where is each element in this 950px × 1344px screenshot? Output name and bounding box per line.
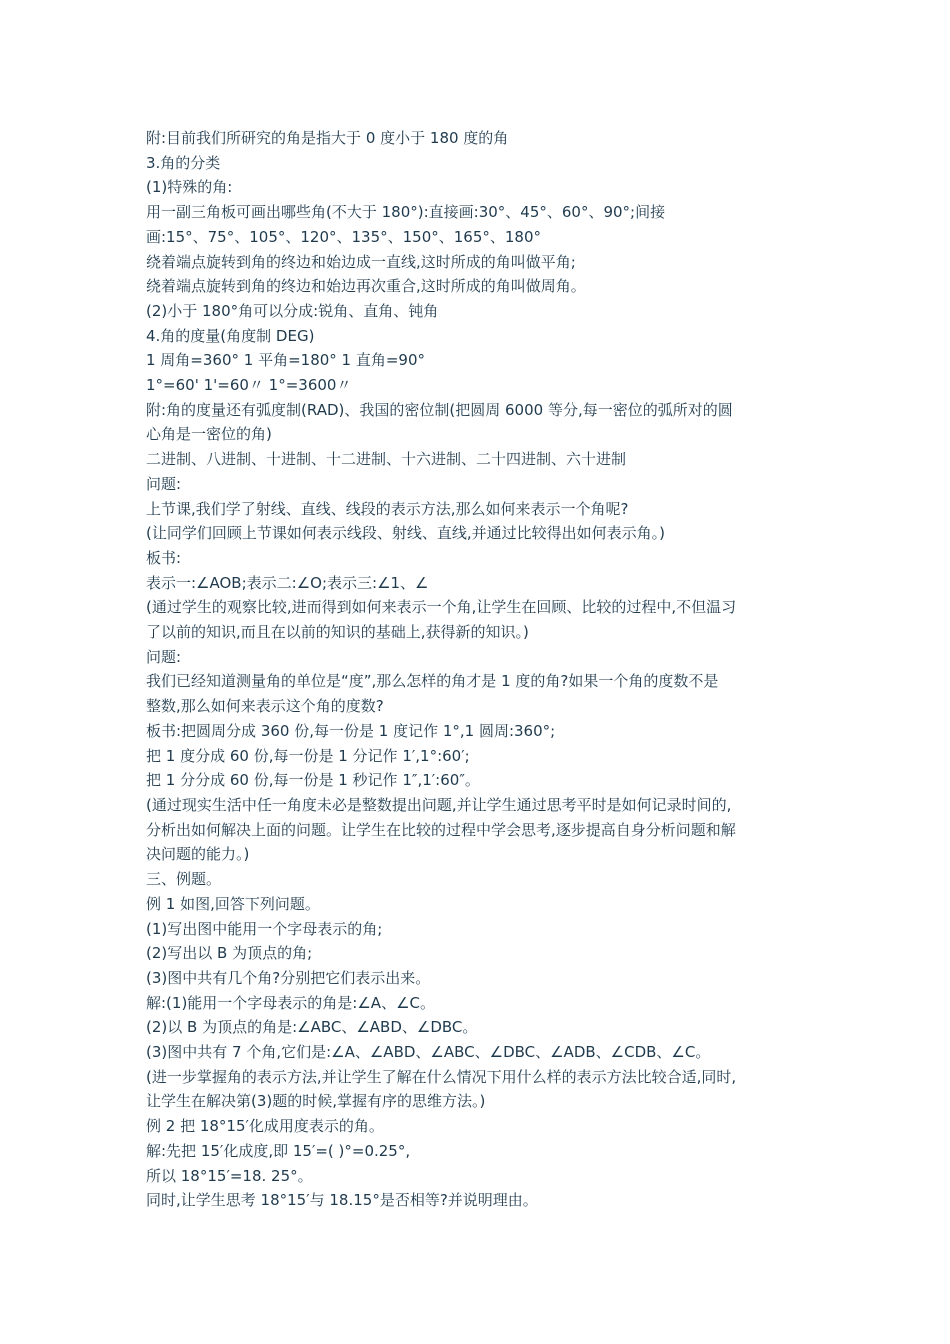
text-line: 二进制、八进制、十进制、十二进制、十六进制、二十四进制、六十进制 (146, 450, 627, 469)
section-heading: 三、例题。 (146, 870, 222, 889)
text-line: 所以 18°15′=18. 25°。 (146, 1166, 313, 1185)
text-line: 让学生在解决第(3)题的时候,掌握有序的思维方法。) (146, 1092, 486, 1111)
question-label: 问题: (146, 647, 182, 666)
text-line: (通过现实生活中任一角度未必是整数提出问题,并让学生通过思考平时是如何记录时间的, (146, 795, 732, 814)
text-line: 1 周角=360° 1 平角=180° 1 直角=90° (146, 351, 426, 370)
text-line: 画:15°、75°、105°、120°、135°、150°、165°、180° (146, 227, 542, 246)
text-line: (进一步掌握角的表示方法,并让学生了解在什么情况下用什么样的表示方法比较合适,同时, (146, 1067, 737, 1086)
example-heading: 例 1 如图,回答下列问题。 (146, 894, 320, 913)
text-line: 同时,让学生思考 18°15′与 18.15°是否相等?并说明理由。 (146, 1191, 538, 1210)
text-line: 心角是一密位的角) (146, 425, 272, 444)
text-line: 整数,那么如何来表示这个角的度数? (146, 697, 384, 716)
text-line: 绕着端点旋转到角的终边和始边再次重合,这时所成的角叫做周角。 (146, 277, 586, 296)
text-line: 把 1 度分成 60 份,每一份是 1 分记作 1′,1°:60′; (146, 746, 470, 765)
text-line: (3)图中共有几个角?分别把它们表示出来。 (146, 968, 431, 987)
text-line: 分析出如何解决上面的问题。让学生在比较的过程中学会思考,逐步提高自身分析问题和解 (146, 820, 736, 839)
text-line: (通过学生的观察比较,进而得到如何来表示一个角,让学生在回顾、比较的过程中,不但温习 (146, 598, 737, 617)
text-line: 表示一:∠AOB;表示二:∠O;表示三:∠1、∠ (146, 573, 429, 592)
text-line: 把 1 分分成 60 份,每一份是 1 秒记作 1″,1′:60″。 (146, 771, 480, 790)
text-line: (让同学们回顾上节课如何表示线段、射线、直线,并通过比较得出如何表示角。) (146, 524, 665, 543)
text-line: (1)写出图中能用一个字母表示的角; (146, 919, 383, 938)
text-line: 解:先把 15′化成度,即 15′=( )°=0.25°, (146, 1141, 411, 1160)
text-line: 了以前的知识,而且在以前的知识的基础上,获得新的知识。) (146, 623, 529, 642)
text-line: 用一副三角板可画出哪些角(不大于 180°):直接画:30°、45°、60°、90°;间接 (146, 203, 666, 222)
text-line: 附:目前我们所研究的角是指大于 0 度小于 180 度的角 (146, 129, 509, 147)
text-line: 绕着端点旋转到角的终边和始边成一直线,这时所成的角叫做平角; (146, 252, 576, 271)
text-line: 决问题的能力。) (146, 845, 250, 864)
question-label: 问题: (146, 474, 182, 493)
text-line: (2)写出以 B 为顶点的角; (146, 944, 313, 963)
text-line: 解:(1)能用一个字母表示的角是:∠A、∠C。 (146, 993, 435, 1012)
subsection-heading: (1)特殊的角: (146, 178, 233, 197)
example-heading: 例 2 把 18°15′化成用度表示的角。 (146, 1117, 384, 1136)
text-line: 我们已经知道测量角的单位是“度”,那么怎样的角才是 1 度的角?如果一个角的度数不是 (146, 672, 719, 691)
subsection-heading: (2)小于 180°角可以分成:锐角、直角、钝角 (146, 301, 439, 320)
section-heading: 3.角的分类 (146, 153, 221, 172)
text-line: (2)以 B 为顶点的角是:∠ABC、∠ABD、∠DBC。 (146, 1018, 478, 1037)
text-line: (3)图中共有 7 个角,它们是:∠A、∠ABD、∠ABC、∠DBC、∠ADB、∠CDB、∠C。 (146, 1043, 711, 1062)
document-body (146, 126, 816, 1213)
text-line: 上节课,我们学了射线、直线、线段的表示方法,那么如何来表示一个角呢? (146, 499, 629, 518)
section-heading: 4.角的度量(角度制 DEG) (146, 326, 315, 345)
text-line: 1°=60' 1'=60〃 1°=3600〃 (146, 376, 352, 395)
board-label: 板书: (146, 548, 182, 567)
text-line: 附:角的度量还有弧度制(RAD)、我国的密位制(把圆周 6000 等分,每一密位的弧所对的圆 (146, 400, 733, 419)
text-line: 板书:把圆周分成 360 份,每一份是 1 度记作 1°,1 圆周:360°; (146, 721, 556, 740)
